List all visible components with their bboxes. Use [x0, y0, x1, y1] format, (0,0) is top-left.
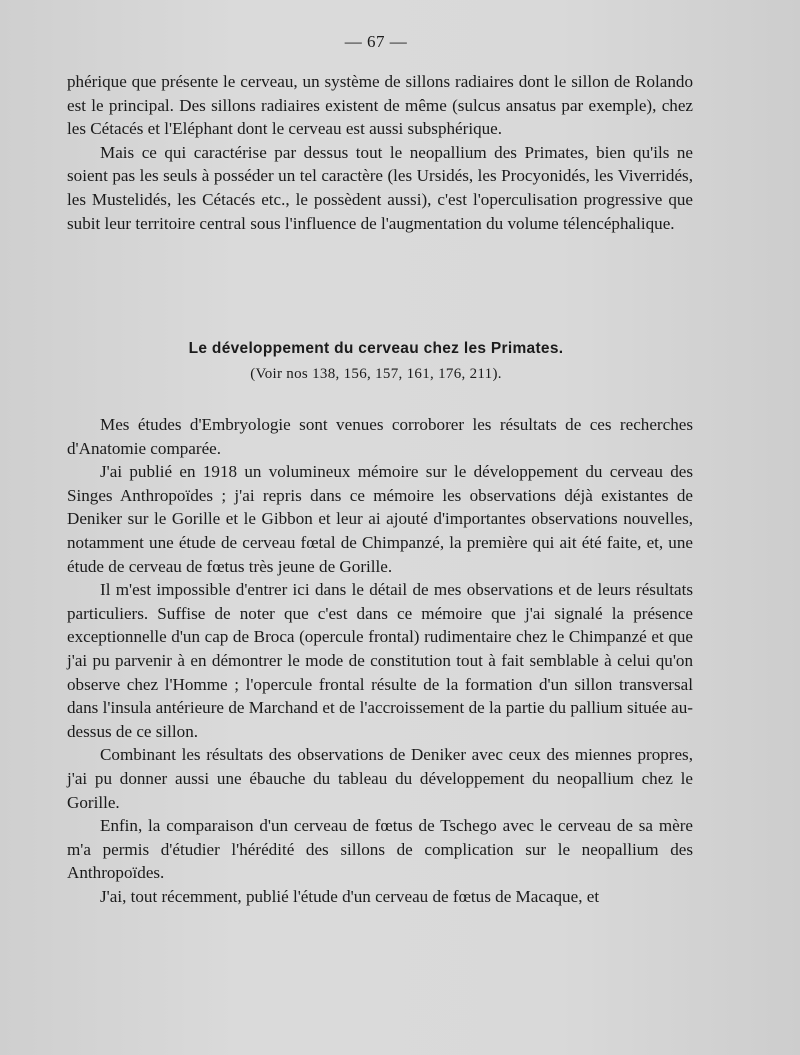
paragraph: phérique que présente le cerveau, un système de sillons radiaires dont le sillon de Rolando est le principal. Des sillons radiaires existent de même (sulcus ansatus par exemple), chez les Cétacés et l'Eléphant dont le cerveau est aussi subsphérique.: [67, 72, 693, 139]
paragraph: Mes études d'Embryologie sont venues corroborer les résultats de ces recherches d'Anatomie comparée.: [67, 415, 693, 458]
section-heading: Le développement du cerveau chez les Primates.: [188, 340, 564, 357]
paragraph: Mais ce qui caractérise par dessus tout le neopallium des Primates, bien qu'ils ne soient pas les seuls à posséder un tel caractère (les Ursidés, les Procyonidés, les Viverridés, les Mustelidés, les Cétacés etc., le possèdent aussi), c'est l'operculisation progressive que subit leur territoire central sous l'influence de l'augmentation du volume télencéphalique.: [67, 142, 693, 233]
main-text: [67, 413, 693, 908]
paragraph: J'ai, tout récemment, publié l'étude d'un cerveau de fœtus de Macaque, et: [100, 886, 600, 906]
paragraph: J'ai publié en 1918 un volumineux mémoire sur le développement du cerveau des Singes Anthropoïdes ; j'ai repris dans ce mémoire les observations déjà existantes de Deniker sur le Gorille et le Gibbon et leur ai ajouté d'importantes observations nouvelles, notamment une étude de cerveau fœtal de Chimpanzé, la première qui ait été faite, et, une étude de cerveau de fœtus très jeune de Gorille.: [67, 462, 693, 576]
paragraph: Enfin, la comparaison d'un cerveau de fœtus de Tschego avec le cerveau de sa mère m'a permis d'étudier l'hérédité des sillons de complication sur le neopallium des Anthropoïdes.: [67, 816, 693, 883]
intro-text: [67, 70, 693, 235]
paragraph: Combinant les résultats des observations de Deniker avec ceux des miennes propres, j'ai pu donner aussi une ébauche du tableau du développement du neopallium chez le Gorille.: [67, 745, 693, 812]
paragraph: Il m'est impossible d'entrer ici dans le détail de mes observations et de leurs résultats particuliers. Suffise de noter que c'est dans ce mémoire que j'ai signalé la présence exceptionnelle d'un cap de Broca (opercule frontal) rudimentaire chez le Chimpanzé et que j'ai pu parvenir à en démontrer le mode de constitution tout à fait semblable à celui qu'on observe chez l'Homme ; l'opercule frontal résulte de la formation d'un sillon transversal dans l'insula antérieure de Marchand et de l'accroissement de la partie du pallium située au-dessus de ce sillon.: [67, 580, 693, 741]
page-number: — 67 —: [344, 32, 408, 51]
section-reference: (Voir nos 138, 156, 157, 161, 176, 211).: [250, 366, 502, 382]
